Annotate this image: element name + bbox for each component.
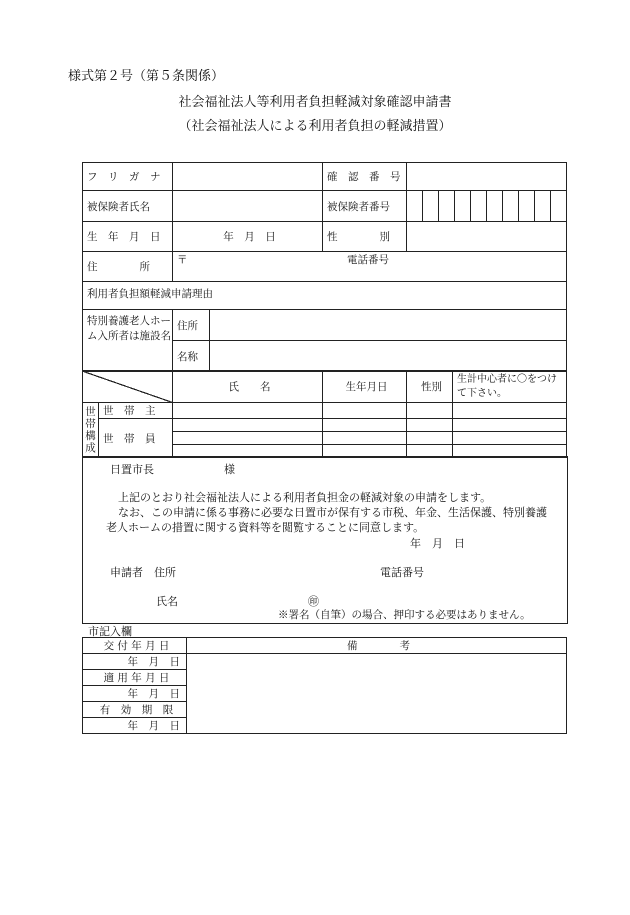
gender-label: 性 別 [323,222,407,252]
applicant-address-label: 申請者 住所 [110,566,176,579]
address-field[interactable] [173,252,567,282]
household-head-label: 世 帯 主 [99,403,173,419]
member2-gender-field[interactable] [407,432,453,445]
household-table [82,370,567,458]
declaration-box [82,456,568,624]
seal-icon: ㊞ [308,595,319,608]
honorific: 様 [224,463,235,476]
office-table [82,637,567,734]
member1-birth-field[interactable] [323,419,407,432]
household-side-label: 世帯構成 [83,403,99,458]
declaration-para1: 上記のとおり社会福祉法人による利用者負担金の軽減対象の申請をします。 [118,491,492,504]
applicant-phone-label: 電話番号 [380,566,424,579]
insured-number-label: 被保険者番号 [323,191,407,222]
member2-mark-field[interactable] [453,432,567,445]
issue-date-label: 交 付 年 月 日 [83,638,187,654]
apply-date-label: 適 用 年 月 日 [83,670,187,686]
household-birth-col: 生年月日 [323,371,407,403]
address-label: 住 所 [83,252,173,282]
head-birth-field[interactable] [323,403,407,419]
birthdate-label: 生 年 月 日 [83,222,173,252]
household-member-label: 世 帯 員 [99,419,173,458]
declaration-para2a: なお、この申請に係る事務に必要な日置市が保有する市税、年金、生活保護、特別養護 [118,506,547,519]
furigana-label: フ リ ガ ナ [83,163,173,191]
valid-date-label: 有 効 期 限 [83,702,187,718]
phone-label: 電話番号 [347,254,389,266]
household-name-col: 氏 名 [173,371,323,403]
facility-address-label: 住所 [173,310,210,340]
remarks-field[interactable] [187,654,567,734]
member1-name-field[interactable] [173,419,323,432]
member1-gender-field[interactable] [407,419,453,432]
household-mark-col: 生計中心者に〇をつけて下さい。 [453,371,567,403]
confirm-number-label: 確 認 番 号 [323,163,407,191]
facility-address-field[interactable] [210,310,567,340]
office-section-label: 市記入欄 [88,625,132,638]
facility-address-row [173,310,567,341]
diagonal-header-cell [83,371,173,403]
issue-date-field[interactable]: 年 月 日 [83,654,187,670]
facility-name-row [173,341,567,372]
applicant-name-label: 氏名 [156,595,178,608]
addressee: 日置市長 [110,463,154,476]
insured-name-field[interactable] [173,191,323,222]
birthdate-field[interactable]: 年 月 日 [173,222,323,252]
insured-number-boxes[interactable] [407,191,567,222]
declaration-date[interactable]: 年 月 日 [410,537,465,550]
form-number: 様式第２号（第５条関係） [68,69,225,84]
form-title: 社会福祉法人等利用者負担軽減対象確認申請書 [178,95,452,110]
facility-label: 特別養護老人ホーム入所者は施設名 [83,310,173,372]
furigana-field[interactable] [173,163,323,191]
gender-field[interactable] [407,222,567,252]
member1-mark-field[interactable] [453,419,567,432]
remarks-label: 備 考 [187,638,567,654]
facility-name-field[interactable] [210,341,567,371]
form-subtitle: （社会福祉法人による利用者負担の軽減措置） [178,119,452,134]
head-name-field[interactable] [173,403,323,419]
member2-name-field[interactable] [173,432,323,445]
head-gender-field[interactable] [407,403,453,419]
head-mark-field[interactable] [453,403,567,419]
postal-mark: 〒 [177,254,188,266]
reason-label: 利用者負担額軽減申請理由 [83,282,567,310]
apply-date-field[interactable]: 年 月 日 [83,686,187,702]
facility-name-label: 名称 [173,341,210,371]
member2-birth-field[interactable] [323,432,407,445]
household-gender-col: 性別 [407,371,453,403]
applicant-table [82,162,567,372]
insured-name-label: 被保険者氏名 [83,191,173,222]
valid-date-field[interactable]: 年 月 日 [83,718,187,734]
signature-note: ※署名（自筆）の場合、押印する必要はありません。 [278,609,531,621]
confirm-number-field[interactable] [407,163,567,191]
declaration-para2b: 老人ホームの措置に関する資料等を閲覧することに同意します。 [106,521,425,534]
